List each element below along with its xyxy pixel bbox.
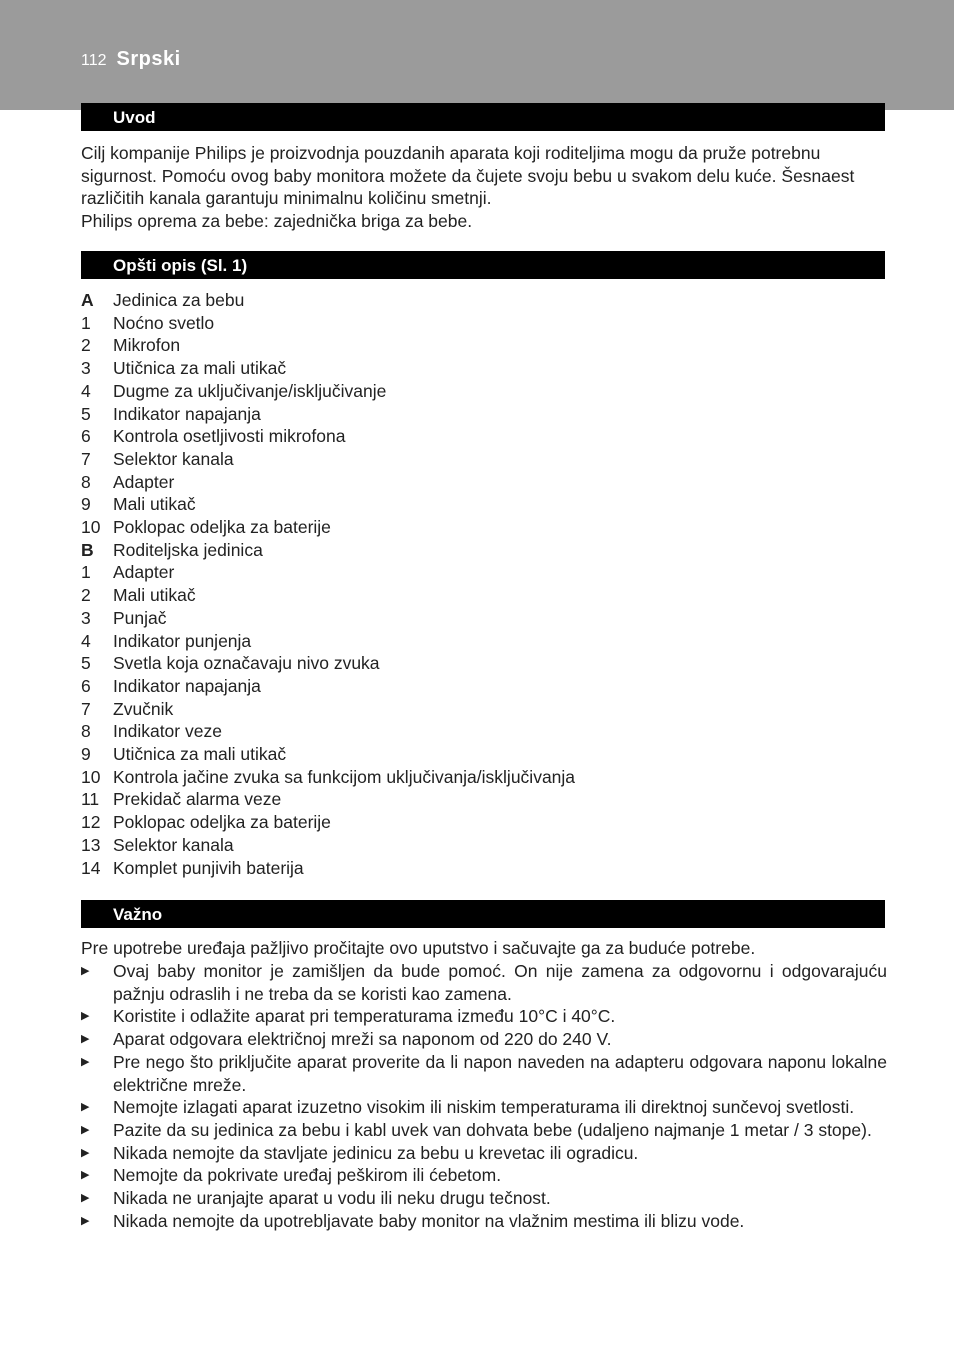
list-item-key: B — [81, 539, 94, 560]
list-item-key: 6 — [81, 675, 91, 696]
list-item-key: 8 — [81, 721, 91, 742]
list-item-text: Indikator napajanja — [113, 403, 261, 424]
list-item-text: Svetla koja označavaju nivo zvuka — [113, 653, 380, 674]
section-heading-important: Važno — [81, 900, 885, 928]
list-item-key: 4 — [81, 380, 91, 401]
list-item — [81, 766, 887, 789]
section-heading-general: Opšti opis (Sl. 1) — [81, 251, 885, 279]
list-item-key: 7 — [81, 448, 91, 469]
triangle-bullet-icon: ▶ — [81, 965, 90, 977]
list-item-text: Noćno svetlo — [113, 312, 215, 333]
list-item-text: Selektor kanala — [113, 448, 234, 469]
list-item — [81, 425, 887, 448]
list-item-key: 8 — [81, 471, 91, 492]
list-item — [81, 584, 887, 607]
bullet-text: Pazite da su jedinica za bebu i kabl uvek van dohvata bebe (udaljeno najmanje 1 metar / 3 stope). — [113, 1119, 872, 1140]
list-item — [81, 289, 887, 312]
list-item-key: 12 — [81, 812, 101, 833]
bullet-text: Ovaj baby monitor je zamišljen da bude pomoć. On nije zamena za odgovornu i odgovarajuću pažnju odraslih i ne treba da se koristi kao zamena. — [113, 961, 887, 1004]
list-item — [81, 811, 887, 834]
list-item-key: 9 — [81, 494, 91, 515]
list-item-text: Poklopac odeljka za baterije — [113, 517, 331, 538]
list-item-text: Mali utikač — [113, 494, 196, 515]
list-item-text: Kontrola jačine zvuka sa funkcijom uključivanja/isključivanja — [113, 766, 576, 787]
list-item-text: Mali utikač — [113, 585, 196, 606]
bullet-item — [81, 960, 887, 1005]
general-description-list — [81, 289, 887, 879]
triangle-bullet-icon: ▶ — [81, 1146, 90, 1159]
bullet-text: Nikada nemojte da upotrebljavate baby monitor na vlažnim mestima ili blizu vode. — [113, 1210, 745, 1231]
list-item-text: Prekidač alarma veze — [113, 789, 282, 810]
list-item-text: Adapter — [113, 471, 175, 492]
list-item — [81, 607, 887, 630]
list-item-key: 9 — [81, 744, 91, 765]
list-item — [81, 357, 887, 380]
list-item — [81, 471, 887, 494]
bullet-text: Nikada ne uranjajte aparat u vodu ili neku drugu tečnost. — [113, 1188, 551, 1209]
list-item — [81, 334, 887, 357]
bullet-text: Koristite i odlažite aparat pri temperaturama između 10°C i 40°C. — [113, 1006, 616, 1027]
list-item — [81, 403, 887, 426]
triangle-bullet-icon: ▶ — [81, 1214, 90, 1227]
list-item — [81, 539, 887, 562]
list-item-text: Selektor kanala — [113, 834, 234, 855]
triangle-bullet-icon: ▶ — [81, 1033, 90, 1046]
intro-paragraph: Cilj kompanije Philips je proizvodnja pouzdanih aparata koji roditeljima mogu da pruže potrebnu sigurnost. Pomoću ovog baby monitora možete da čujete svoju bebu u svakom delu kuće. Šesnaest različitih kanala garantuju minimalnu količinu smetnji. — [81, 143, 855, 209]
list-item — [81, 743, 887, 766]
triangle-bullet-icon: ▶ — [81, 1123, 90, 1136]
list-item-text: Dugme za uključivanje/isključivanje — [113, 380, 387, 401]
list-item-key: 3 — [81, 607, 91, 628]
bullet-text: Aparat odgovara električnoj mreži sa naponom od 220 do 240 V. — [113, 1029, 612, 1050]
page-number: 112 — [81, 52, 107, 69]
list-item — [81, 380, 887, 403]
list-item-text: Jedinica za bebu — [113, 290, 245, 310]
list-item — [81, 561, 887, 584]
list-item-text: Mikrofon — [113, 335, 181, 356]
list-item — [81, 448, 887, 471]
list-item — [81, 834, 887, 857]
list-item-text: Komplet punjivih baterija — [113, 857, 304, 878]
bullet-text: Nemojte izlagati aparat izuzetno visokim ili niskim temperaturama ili direktnoj sunčevoj svetlosti. — [113, 1097, 855, 1118]
important-intro: Pre upotrebe uređaja pažljivo pročitajte ovo uputstvo i sačuvajte ga za buduće potrebe. — [81, 938, 756, 958]
list-item-key: 5 — [81, 653, 91, 674]
list-item-key: 1 — [81, 562, 91, 583]
list-item — [81, 698, 887, 721]
list-item — [81, 652, 887, 675]
section-heading-intro: Uvod — [81, 103, 885, 131]
bullet-item — [81, 1142, 887, 1165]
list-item-text: Poklopac odeljka za baterije — [113, 812, 331, 833]
list-item-text: Zvučnik — [113, 698, 174, 719]
list-item — [81, 630, 887, 653]
bullet-text: Pre nego što priključite aparat proverite da li napon naveden na adapteru odgovara naponu lokalne električne mreže. — [113, 1051, 887, 1095]
page-header — [81, 48, 181, 71]
list-item — [81, 720, 887, 743]
list-item — [81, 516, 887, 539]
list-item — [81, 675, 887, 698]
list-item-key: 2 — [81, 585, 91, 606]
bullet-item — [81, 1051, 887, 1096]
list-item-key: 1 — [81, 312, 91, 333]
intro-text — [81, 142, 887, 233]
list-item — [81, 857, 887, 880]
list-item-key: 11 — [81, 789, 100, 810]
list-item-text: Utičnica za mali utikač — [113, 744, 287, 765]
list-item-text: Utičnica za mali utikač — [113, 358, 287, 379]
list-item-text: Adapter — [113, 562, 175, 583]
list-item-text: Kontrola osetljivosti mikrofona — [113, 426, 346, 447]
important-bullet-list — [81, 960, 887, 1232]
list-item-text: Indikator veze — [113, 721, 222, 742]
list-item-text: Indikator napajanja — [113, 675, 261, 696]
list-item-key: 5 — [81, 403, 91, 424]
list-item-key: 3 — [81, 358, 91, 379]
triangle-bullet-icon: ▶ — [81, 1055, 90, 1068]
list-item-key: 13 — [81, 834, 101, 855]
bullet-item — [81, 1005, 887, 1028]
triangle-bullet-icon: ▶ — [81, 1169, 90, 1182]
list-item-text: Indikator punjenja — [113, 630, 252, 651]
list-item-key: A — [81, 290, 94, 310]
intro-paragraph: Philips oprema za bebe: zajednička briga za bebe. — [81, 211, 473, 232]
bullet-item — [81, 1187, 887, 1210]
list-item-key: 2 — [81, 335, 91, 356]
triangle-bullet-icon: ▶ — [81, 1010, 90, 1023]
language-title: Srpski — [116, 48, 181, 70]
bullet-text: Nemojte da pokrivate uređaj peškirom ili ćebetom. — [113, 1165, 502, 1186]
list-item — [81, 788, 887, 811]
bullet-item — [81, 1119, 887, 1142]
bullet-text: Nikada nemojte da stavljate jedinicu za bebu u krevetac ili ogradicu. — [113, 1142, 639, 1163]
list-item-key: 4 — [81, 630, 91, 651]
list-item — [81, 312, 887, 335]
triangle-bullet-icon: ▶ — [81, 1192, 90, 1205]
list-item-key: 6 — [81, 426, 91, 447]
list-item-key: 14 — [81, 857, 101, 878]
triangle-bullet-icon: ▶ — [81, 1101, 90, 1114]
bullet-item — [81, 1164, 887, 1187]
list-item-text: Roditeljska jedinica — [113, 539, 263, 560]
bullet-item — [81, 1028, 887, 1051]
list-item-key: 10 — [81, 766, 101, 787]
bullet-item — [81, 1210, 887, 1233]
list-item-key: 10 — [81, 517, 101, 538]
list-item-key: 7 — [81, 698, 91, 719]
list-item-text: Punjač — [113, 607, 167, 628]
list-item — [81, 493, 887, 516]
bullet-item — [81, 1096, 887, 1119]
